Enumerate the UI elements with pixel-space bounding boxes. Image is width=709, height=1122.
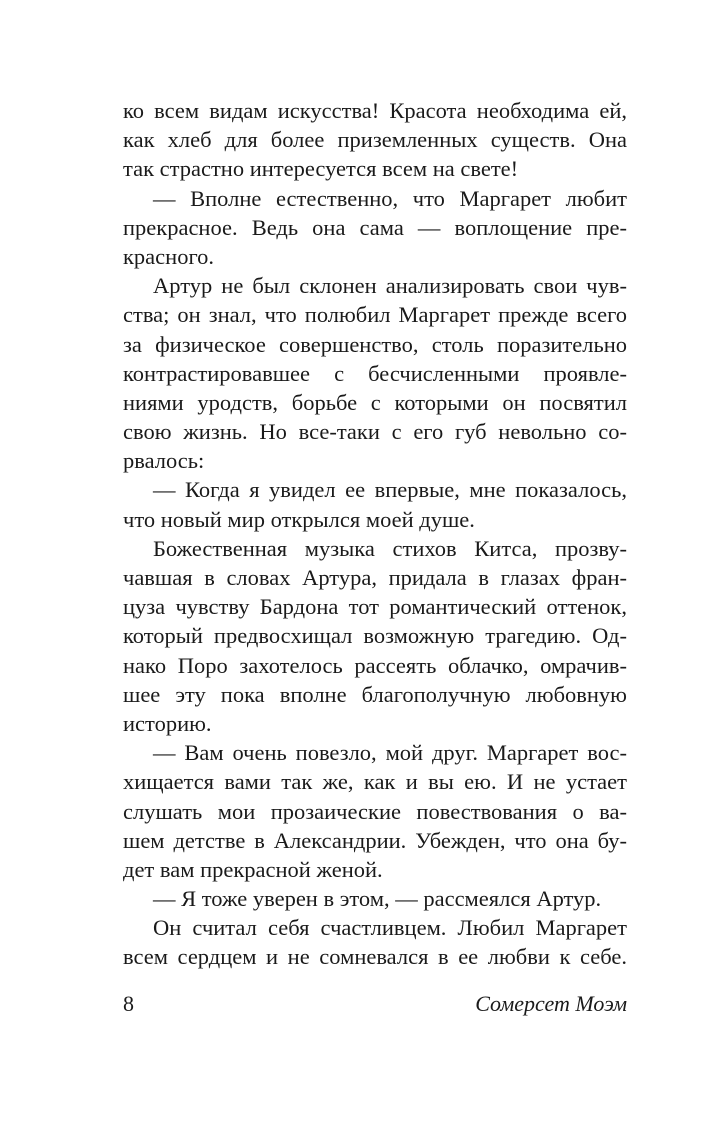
text-line: ко всем видам искусства! Красота необходима ей, xyxy=(123,98,627,123)
text-line: ства; он знал, что полюбил Маргарет прежде всего xyxy=(123,302,627,328)
text-line: — Вам очень повезло, мой друг. Маргарет вос- xyxy=(153,740,627,766)
text-line: — Когда я увидел ее впервые, мне показалось, xyxy=(153,477,627,503)
text-line: шее эту пока вполне благополучную любовную xyxy=(123,681,627,707)
text-line: — Вполне естественно, что Маргарет любит xyxy=(153,185,627,211)
text-line: историю. xyxy=(123,710,212,736)
text-line: Божественная музыка стихов Китса, прозву- xyxy=(153,535,627,561)
text-line: — Я тоже уверен в этом, — рассмеялся Артур. xyxy=(153,886,602,912)
text-line: как хлеб для более приземленных существ. Она xyxy=(123,127,627,153)
page-number: 8 xyxy=(123,991,134,1016)
text-line: контрастировавшее с бесчисленными проявле- xyxy=(123,360,627,386)
text-line: свою жизнь. Но все-таки с его губ невольно со- xyxy=(123,419,627,445)
page-footer xyxy=(123,989,627,1019)
text-line: слушать мои прозаические повествования о ва- xyxy=(123,798,627,824)
book-page xyxy=(123,96,627,1036)
text-line: красного. xyxy=(123,243,214,269)
running-title: Сомерсет Моэм xyxy=(475,991,627,1016)
text-line: Он считал себя счастливцем. Любил Маргарет xyxy=(153,915,627,941)
text-line: дет вам прекрасной женой. xyxy=(123,856,383,882)
text-line: шем детстве в Александрии. Убежден, что она бу- xyxy=(123,827,627,853)
text-line: что новый мир открылся моей душе. xyxy=(123,506,475,532)
text-line: цуза чувству Бардона тот романтический оттенок, xyxy=(123,594,627,620)
body-text xyxy=(123,96,627,972)
text-line: который предвосхищал возможную трагедию. Од- xyxy=(123,623,627,649)
text-line: всем сердцем и не сомневался в ее любви к себе. xyxy=(123,944,627,970)
text-line: ниями уродств, борьбе с которыми он посвятил xyxy=(123,389,627,415)
text-line: нако Поро захотелось рассеять облачко, омрачив- xyxy=(123,652,627,678)
text-line: рвалось: xyxy=(123,448,205,474)
text-line: чавшая в словах Артура, придала в глазах фран- xyxy=(123,565,627,590)
text-line: хищается вами так же, как и вы ею. И не устает xyxy=(123,769,627,795)
text-line: так страстно интересуется всем на свете! xyxy=(123,156,519,182)
text-line: Артур не был склонен анализировать свои чув- xyxy=(153,273,627,299)
text-line: за физическое совершенство, столь поразительно xyxy=(123,331,627,357)
text-line: прекрасное. Ведь она сама — воплощение пре- xyxy=(123,214,627,240)
